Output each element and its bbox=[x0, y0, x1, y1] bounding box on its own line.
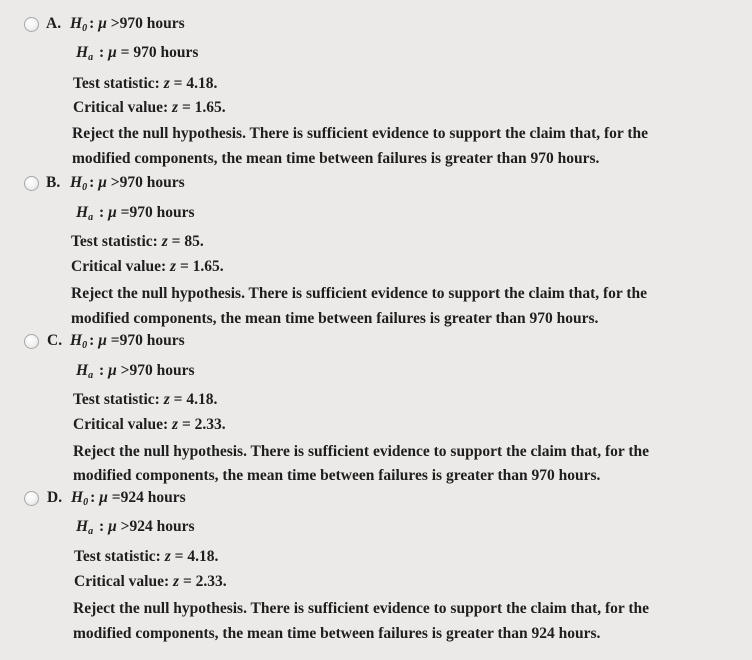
option-letter: B. bbox=[46, 174, 61, 191]
conclusion-line-1: Reject the null hypothesis. There is sufficient evidence to support the claim that, for the bbox=[72, 125, 649, 142]
alternative-hypothesis: $H_a$ : μ >970 hours bbox=[76, 362, 195, 381]
alternative-hypothesis: $H_a$ : μ = 970 hours bbox=[76, 44, 199, 63]
critical-value: Critical value: z = 1.65. bbox=[73, 99, 226, 116]
test-statistic: Test statistic: z = 4.18. bbox=[74, 548, 219, 565]
conclusion-line-2: modified components, the mean time between failures is greater than 924 hours. bbox=[73, 625, 601, 642]
conclusion-line-1: Reject the null hypothesis. There is sufficient evidence to support the claim that, for the bbox=[73, 443, 650, 460]
conclusion-line-1: Reject the null hypothesis. There is sufficient evidence to support the claim that, for the bbox=[73, 600, 650, 617]
test-statistic: Test statistic: z = 85. bbox=[71, 233, 204, 250]
critical-value: Critical value: z = 1.65. bbox=[71, 258, 224, 275]
null-hypothesis: $H_0$ : μ >970 hours bbox=[70, 174, 185, 193]
alternative-hypothesis: $H_a$ : μ =970 hours bbox=[76, 204, 195, 223]
radio-option-a[interactable] bbox=[24, 17, 39, 32]
conclusion-line-2: modified components, the mean time between failures is greater than 970 hours. bbox=[71, 310, 599, 327]
null-hypothesis: $H_0$ : μ >970 hours bbox=[70, 15, 185, 34]
null-hypothesis: $H_0$ : μ =970 hours bbox=[70, 332, 185, 351]
option-letter: A. bbox=[46, 15, 62, 32]
alternative-hypothesis: $H_a$ : μ >924 hours bbox=[76, 518, 195, 537]
option-letter: C. bbox=[47, 332, 63, 349]
critical-value: Critical value: z = 2.33. bbox=[74, 573, 227, 590]
option-letter: D. bbox=[47, 489, 63, 506]
test-statistic: Test statistic: z = 4.18. bbox=[73, 391, 218, 408]
radio-option-b[interactable] bbox=[24, 176, 39, 191]
radio-option-c[interactable] bbox=[24, 334, 39, 349]
conclusion-line-2: modified components, the mean time between failures is greater than 970 hours. bbox=[73, 467, 601, 484]
radio-option-d[interactable] bbox=[24, 491, 39, 506]
test-statistic: Test statistic: z = 4.18. bbox=[73, 75, 218, 92]
conclusion-line-1: Reject the null hypothesis. There is sufficient evidence to support the claim that, for the bbox=[71, 285, 648, 302]
conclusion-line-2: modified components, the mean time between failures is greater than 970 hours. bbox=[72, 150, 600, 167]
null-hypothesis: $H_0$ : μ =924 hours bbox=[71, 489, 186, 508]
critical-value: Critical value: z = 2.33. bbox=[73, 416, 226, 433]
